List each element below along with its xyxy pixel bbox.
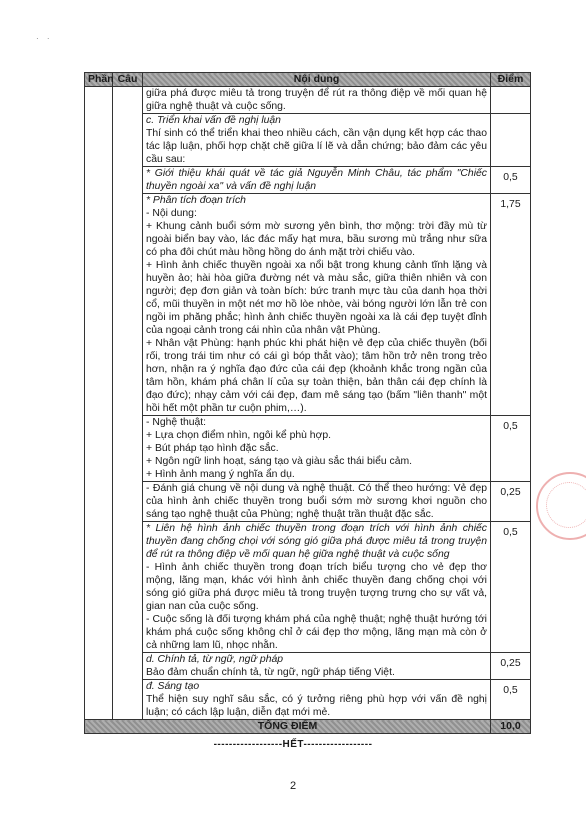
total-points: 10,0 <box>491 720 531 734</box>
points-cell: 0,5 <box>491 522 531 653</box>
red-seal-stamp-inner <box>546 482 586 528</box>
content-line: Thí sinh có thể triển khai theo nhiều cách, cần vận dụng kết hợp các thao tác lập luận, phối hợp chặt chẽ giữa lí lẽ và dẫn chứng; bảo đảm các yêu cầu sau: <box>146 128 487 165</box>
content-cell <box>143 680 491 720</box>
points-cell <box>491 114 531 167</box>
content-line: * Phân tích đoạn trích <box>146 195 246 206</box>
header-part: Phần <box>85 73 113 87</box>
content-line: - Nội dung: <box>146 208 197 219</box>
table-row <box>85 482 531 522</box>
content-line: - Nghệ thuật: <box>146 417 207 428</box>
content-cell <box>143 87 491 114</box>
content-line: + Hình ảnh mang ý nghĩa ẩn dụ. <box>146 469 295 480</box>
content-line: + Bút pháp tạo hình đặc sắc. <box>146 443 279 454</box>
table-body <box>85 87 531 720</box>
table-row <box>85 680 531 720</box>
content-line: + Nhân vật Phùng: hạnh phúc khi phát hiện vẻ đẹp của chiếc thuyền (bối rối, trong trái tim như có cái gì bóp thắt vào); tâm hồn trở nên trong trẻo hơn, nhận ra ý nghĩa đạo đức của cái đẹp (khoảnh khắc trong ngần của tâm hồn, khám phá chân lí của sự toàn thiện, bản thân cái đẹp chính là đạo đức); nhạy cảm với cái đẹp, đam mê sáng tạo (bấm "liên thanh" một hồi hết một phần tư cuộn phim,…). <box>146 338 487 414</box>
content-cell <box>143 522 491 653</box>
content-line: + Ngôn ngữ linh hoạt, sáng tạo và giàu sắc thái biểu cảm. <box>146 456 413 467</box>
content-line: * Liên hệ hình ảnh chiếc thuyền trong đoạn trích với hình ảnh chiếc thuyền đang chống chọi với sóng gió giữa phá được miêu tả trong truyện để rút ra thông điệp về mối quan hệ giữa nghệ thuật và cuộc sống <box>146 523 487 560</box>
header-question: Câu <box>113 73 143 87</box>
table-row <box>85 522 531 653</box>
table-row <box>85 194 531 416</box>
content-line: Bảo đảm chuẩn chính tả, từ ngữ, ngữ pháp tiếng Việt. <box>146 667 395 678</box>
points-cell: 0,5 <box>491 680 531 720</box>
points-cell: 0,5 <box>491 416 531 482</box>
table-row <box>85 167 531 194</box>
content-line: + Hình ảnh chiếc thuyền ngoài xa nổi bật trong khung cảnh tĩnh lặng và huyền ảo; hài hòa giữa đường nét và màu sắc, giữa thiên nhiên và con người; đẹp đơn giản và toàn bích: bức tranh mực tàu của danh họa thời cổ, mũi thuyền in một nét mơ hồ lòe nhòe, vài bóng người lớn lẫn trẻ con ngồi im phăng phắc; hình ảnh chiếc thuyền ngoài xa là cái đẹp tuyệt đỉnh của ngoại cảnh trong cái nhìn của nhân vật Phùng. <box>146 260 487 336</box>
content-line: + Lựa chọn điểm nhìn, ngôi kể phù hợp. <box>146 430 332 441</box>
content-cell <box>143 167 491 194</box>
content-line: + Khung cảnh buổi sớm mờ sương yên bình, thơ mộng: trời đầy mù từ ngoài biển bay vào, lác đác mấy hạt mưa, bầu sương mù trắng như sữa có pha đôi chút màu hồng hồng do ánh mặt trời chiếu vào. <box>146 221 487 258</box>
content-line: đ. Sáng tạo <box>146 681 200 692</box>
content-line: - Cuộc sống là đối tượng khám phá của nghệ thuật; nghệ thuật hướng tới khám phá cuộc sống không chỉ ở cái đẹp thơ mộng, lãng mạn mà còn ở cả những lam lũ, nhọc nhằn. <box>146 614 487 651</box>
table-row <box>85 87 531 114</box>
content-line: * Giới thiệu khái quát về tác giả Nguyễn Minh Châu, tác phẩm "Chiếc thuyền ngoài xa" và vấn đề nghị luận <box>146 168 487 192</box>
table-header-row <box>85 73 531 87</box>
content-line: - Hình ảnh chiếc thuyền trong đoạn trích biểu tượng cho vẻ đẹp thơ mộng, lãng mạn, khác với hình ảnh chiếc thuyền đang chống chọi với sóng gió giữa phá được miêu tả trong truyện tượng trưng cho sự vất vả, gian nan của cuộc sống. <box>146 562 487 612</box>
content-line: c. Triển khai vấn đề nghị luận <box>146 115 281 126</box>
page-number: 2 <box>289 780 297 792</box>
header-points: Điểm <box>491 73 531 87</box>
points-cell <box>491 87 531 114</box>
content-cell <box>143 416 491 482</box>
part-cell <box>85 87 113 720</box>
content-cell <box>143 482 491 522</box>
total-label: TỔNG ĐIỂM <box>85 720 491 734</box>
content-cell <box>143 653 491 680</box>
grading-sheet <box>84 72 530 734</box>
table-row <box>85 653 531 680</box>
total-row <box>85 720 531 734</box>
table-row <box>85 114 531 167</box>
content-line: giữa phá được miêu tả trong truyện để rút ra thông điệp về mối quan hệ giữa nghệ thuật và cuộc sống. <box>146 88 487 112</box>
points-cell: 0,5 <box>491 167 531 194</box>
content-line: - Đánh giá chung về nội dung và nghệ thuật. Có thể theo hướng: Vẻ đẹp của hình ảnh chiếc thuyền trong buổi sớm mờ sương khơi nguồn cho sáng tạo nghệ thuật của Phùng; nghệ thuật trần thuật đặc sắc. <box>146 483 487 520</box>
question-cell <box>113 87 143 720</box>
points-cell: 0,25 <box>491 653 531 680</box>
content-line: d. Chính tả, từ ngữ, ngữ pháp <box>146 654 284 665</box>
grading-table <box>84 72 531 734</box>
content-cell <box>143 194 491 416</box>
points-cell: 1,75 <box>491 194 531 416</box>
header-content: Nội dung <box>143 73 491 87</box>
content-cell <box>143 114 491 167</box>
end-marker: ------------------HẾT------------------ <box>213 739 373 750</box>
table-row <box>85 416 531 482</box>
content-line: Thể hiện suy nghĩ sâu sắc, có ý tưởng riêng phù hợp với vấn đề nghị luận; có cách lập luận, diễn đạt mới mẻ. <box>146 694 487 718</box>
points-cell: 0,25 <box>491 482 531 522</box>
scan-speck: · · <box>36 34 53 43</box>
